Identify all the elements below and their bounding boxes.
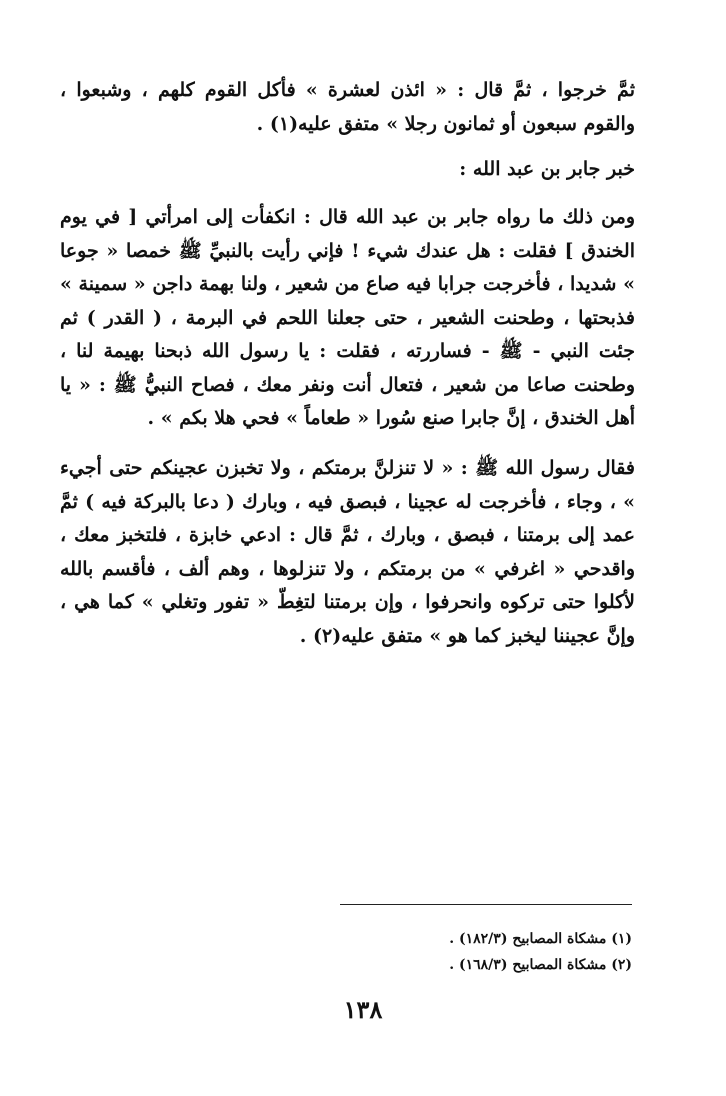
page-number: ١٣٨ <box>343 995 383 1024</box>
paragraph-1: ثمَّ خرجوا ، ثمَّ قال : « ائذن لعشرة » فأكل القوم كلهم ، وشبعوا ، والقوم سبعون أو ثمانون رجلا » متفق عليه(١) . <box>60 79 635 135</box>
footnote-2: (٢) مشكاة المصابيح (١٦٨/٣) . <box>449 957 632 973</box>
section-heading: خبر جابر بن عبد الله : <box>459 158 635 180</box>
footnote-divider <box>340 904 632 905</box>
footnote-1: (١) مشكاة المصابيح (١٨٢/٣) . <box>449 931 632 947</box>
paragraph-3: فقال رسول الله ﷺ : « لا تنزلنَّ برمتكم ، ولا تخبزن عجينكم حتى أجيء » ، وجاء ، فأخرجت له عجينا ، فبصق فيه ، وبارك ( دعا بالبركة فيه ) ثمَّ عمد إلى برمتنا ، فبصق ، وبارك ، ثمَّ قال : ادعي خابزة ، فلتخبز معك ، واقدحي « اغرفي » من برمتكم ، ولا تنزلوها ، وهم ألف ، فأقسم بالله لأكلوا حتى تركوه وانحرفوا ، وإن برمتنا لتغِطّ « تفور وتغلي » كما هي ، وإنَّ عجيننا ليخبز كما هو » متفق عليه(٢) . <box>60 457 635 647</box>
paragraph-2: ومن ذلك ما رواه جابر بن عبد الله قال : انكفأت إلى امرأتي [ في يوم الخندق ] فقلت : هل عندك شيء ! فإني رأيت بالنبيِّ ﷺ خمصا « جوعا » شديدا ، فأخرجت جرابا فيه صاع من شعير ، ولنا بهمة داجن « سمينة » فذبحتها ، وطحنت الشعير ، حتى جعلنا اللحم في البرمة ، ( القدر ) ثم جئت النبي - ﷺ - فساررته ، فقلت : يا رسول الله ذبحنا بهيمة لنا ، وطحنت صاعا من شعير ، فتعال أنت ونفر معك ، فصاح النبيُّ ﷺ : « يا أهل الخندق ، إنَّ جابرا صنع سُورا « طعاماً » فحي هلا بكم » . <box>60 206 635 429</box>
